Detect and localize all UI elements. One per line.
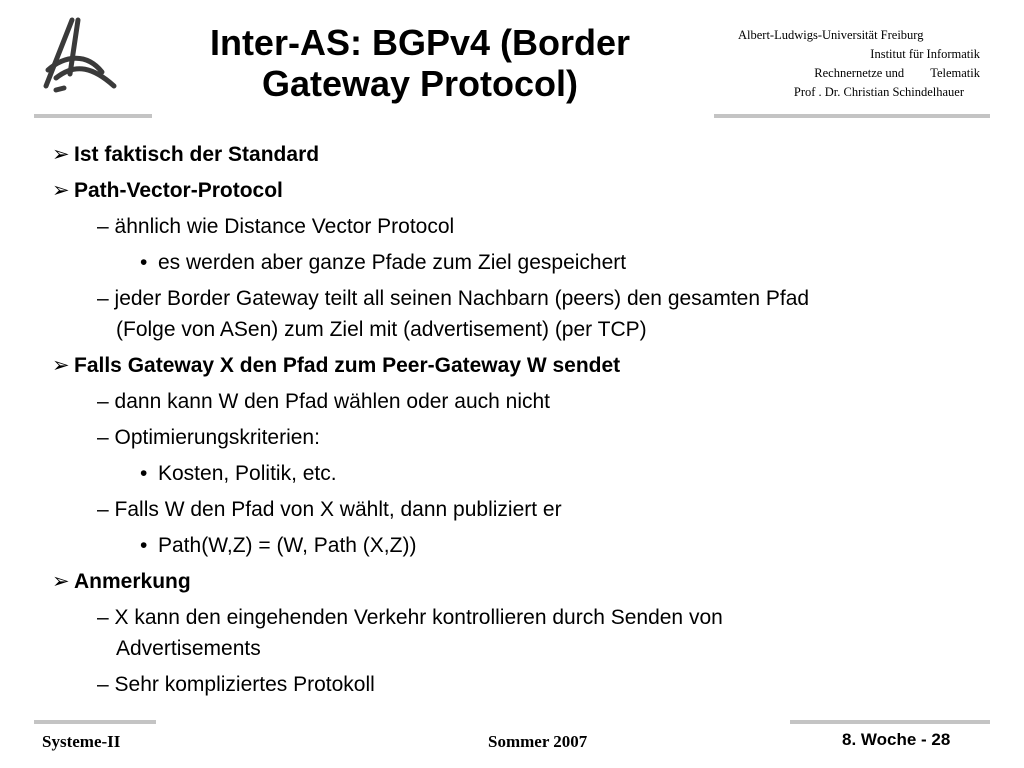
page-title (170, 22, 670, 104)
institution-line-1: Albert-Ludwigs-Universität Freiburg (738, 28, 924, 42)
bullet-level1 (52, 563, 992, 599)
bullet-text: Falls W den Pfad von X wählt, dann publiziert er (114, 498, 562, 521)
institution-line-2: Institut für Informatik (870, 47, 980, 61)
arrowhead-bullet-icon: ➢ (52, 569, 70, 593)
bullet-text: es werden aber ganze Pfade zum Ziel gespeichert (158, 250, 627, 274)
bullet-text: Ist faktisch der Standard (74, 142, 320, 166)
title-line-1: Inter-AS: BGPv4 (Border (209, 22, 631, 63)
bullet-level2 (52, 280, 992, 347)
footer-rule-left (34, 720, 156, 724)
bullet-text: Optimierungskriterien: (114, 426, 320, 449)
footer-term: Sommer 2007 (488, 732, 588, 751)
footer-page-number: 8. Woche - 28 (842, 730, 951, 749)
dash-bullet-icon: – (97, 498, 109, 521)
header-rule-left (34, 114, 152, 118)
bullet-text: Sehr kompliziertes Protokoll (114, 673, 375, 696)
title-line-2: Gateway Protocol) (261, 63, 579, 104)
university-logo (28, 14, 128, 98)
bullet-level1 (52, 172, 992, 208)
bullet-level2 (52, 383, 992, 419)
institution-block (720, 26, 980, 102)
bullet-text-line-2: (Folge von ASen) zum Ziel mit (advertisement) (per TCP) (116, 318, 647, 341)
bullet-text-line-2: Advertisements (116, 637, 261, 660)
bullet-text: Anmerkung (74, 569, 191, 593)
dash-bullet-icon: – (97, 606, 109, 629)
bullet-level1 (52, 136, 992, 172)
bullet-level2 (52, 491, 992, 527)
slide-content (52, 136, 992, 702)
bullet-text: ähnlich wie Distance Vector Protocol (114, 215, 455, 238)
bullet-text: Path(W,Z) = (W, Path (X,Z)) (158, 533, 417, 557)
institution-line-3a: Rechnernetze und (814, 66, 905, 80)
bullet-text: Falls Gateway X den Pfad zum Peer-Gateway W sendet (74, 353, 621, 377)
bullet-level2 (52, 666, 992, 702)
institution-line-3 (720, 64, 980, 83)
dash-bullet-icon: – (97, 287, 109, 310)
bullet-text: Kosten, Politik, etc. (158, 461, 337, 485)
dot-bullet-icon: • (140, 250, 148, 274)
dash-bullet-icon: – (97, 426, 109, 449)
bullet-level3 (52, 455, 992, 491)
institution-line-4: Prof . Dr. Christian Schindelhauer (793, 85, 964, 99)
bullet-level1 (52, 347, 992, 383)
dot-bullet-icon: • (140, 533, 148, 557)
dash-bullet-icon: – (97, 673, 109, 696)
bullet-text-line-1: X kann den eingehenden Verkehr kontrollieren durch Senden von (114, 606, 723, 629)
bullet-text: dann kann W den Pfad wählen oder auch nicht (114, 390, 550, 413)
header-rule-right (714, 114, 990, 118)
arrowhead-bullet-icon: ➢ (52, 142, 70, 166)
footer-course: Systeme-II (42, 732, 121, 751)
bullet-level3 (52, 527, 992, 563)
dot-bullet-icon: • (140, 461, 148, 485)
bullet-level2 (52, 599, 992, 666)
bullet-text-line-1: jeder Border Gateway teilt all seinen Nachbarn (peers) den gesamten Pfad (114, 287, 810, 310)
footer-rule-right (790, 720, 990, 724)
bullet-level2 (52, 419, 992, 455)
dash-bullet-icon: – (97, 215, 109, 238)
dash-bullet-icon: – (97, 390, 109, 413)
institution-line-3b: Telematik (930, 66, 980, 80)
arrowhead-bullet-icon: ➢ (52, 353, 70, 377)
bullet-level2 (52, 208, 992, 244)
arrowhead-bullet-icon: ➢ (52, 178, 70, 202)
bullet-level3 (52, 244, 992, 280)
bullet-text: Path-Vector-Protocol (74, 178, 283, 202)
